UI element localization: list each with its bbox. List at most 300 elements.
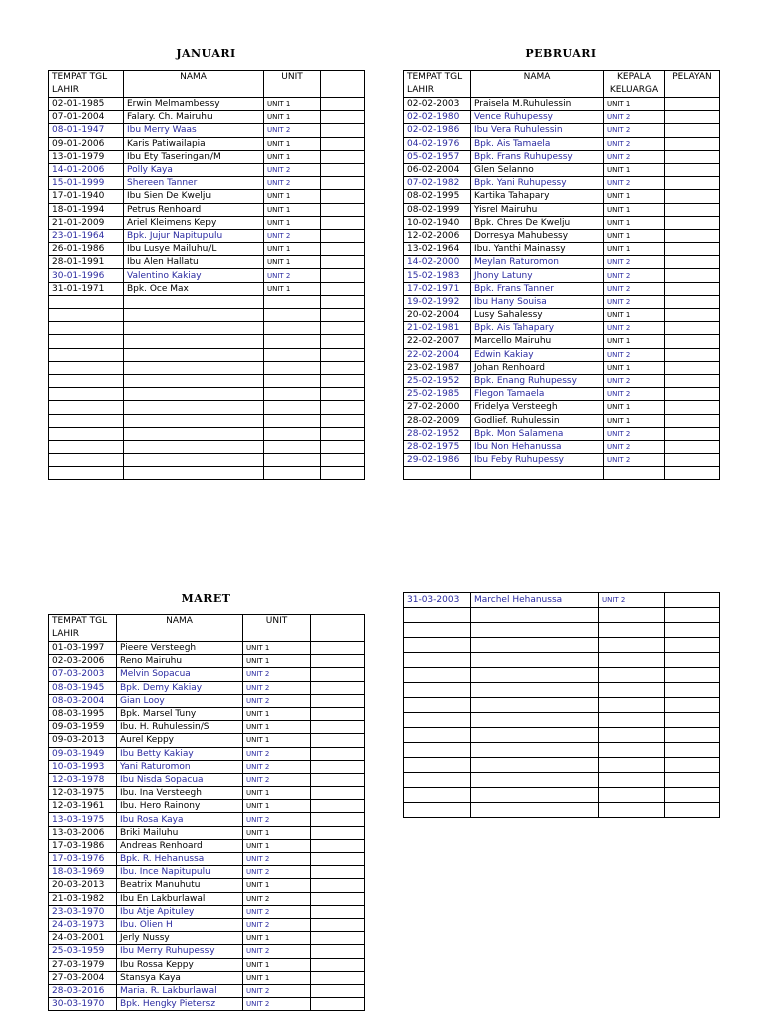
birth-date-cell: 02-01-1985: [49, 98, 124, 111]
name-cell: Shereen Tanner: [124, 177, 264, 190]
empty-cell: [49, 309, 124, 322]
name-cell: Petrus Renhoard: [124, 203, 264, 216]
table-row: [404, 348, 720, 361]
empty-cell: [264, 348, 321, 361]
unit-cell: UNIT 2: [243, 866, 311, 879]
unit-cell: UNIT 1: [264, 98, 321, 111]
table-row: [404, 335, 720, 348]
birth-date-cell: 15-02-1983: [404, 269, 471, 282]
empty-cell: [471, 467, 604, 480]
empty-cell: [321, 98, 365, 111]
empty-cell: [311, 668, 365, 681]
empty-cell: [264, 467, 321, 480]
empty-cell: [124, 414, 264, 427]
name-cell: Dorresya Mahubessy: [471, 229, 604, 242]
table-row: [49, 813, 365, 826]
name-cell: Meylan Raturomon: [471, 256, 604, 269]
empty-row: [404, 683, 720, 698]
name-cell: Marchel Hehanussa: [471, 593, 599, 608]
table-row: [49, 932, 365, 945]
table-row: [404, 282, 720, 295]
empty-cell: [311, 642, 365, 655]
empty-cell: [404, 623, 471, 638]
table-row: [404, 593, 720, 608]
name-cell: Reno Mairuhu: [117, 655, 243, 668]
table-row: [49, 958, 365, 971]
unit-cell: UNIT 1: [604, 163, 665, 176]
unit-cell: UNIT 2: [243, 760, 311, 773]
empty-cell: [599, 728, 665, 743]
empty-row: [49, 467, 365, 480]
empty-cell: [471, 773, 599, 788]
empty-cell: [665, 256, 720, 269]
empty-cell: [49, 361, 124, 374]
name-cell: Gian Looy: [117, 694, 243, 707]
table-row: [49, 98, 365, 111]
birth-date-cell: 26-01-1986: [49, 243, 124, 256]
empty-row: [404, 728, 720, 743]
empty-cell: [49, 335, 124, 348]
empty-cell: [404, 713, 471, 728]
name-cell: Bpk. Mon Salamena: [471, 427, 604, 440]
name-cell: Bpk. Marsel Tuny: [117, 707, 243, 720]
name-cell: Ibu Hany Souisa: [471, 295, 604, 308]
unit-cell: UNIT 1: [243, 932, 311, 945]
empty-cell: [404, 728, 471, 743]
empty-cell: [321, 111, 365, 124]
unit-cell: UNIT 2: [243, 681, 311, 694]
table-row: [49, 839, 365, 852]
empty-cell: [404, 758, 471, 773]
empty-cell: [49, 427, 124, 440]
name-cell: Karis Patiwailapia: [124, 137, 264, 150]
empty-cell: [665, 623, 720, 638]
empty-cell: [599, 758, 665, 773]
empty-cell: [665, 401, 720, 414]
birth-date-cell: 25-02-1952: [404, 374, 471, 387]
empty-cell: [665, 229, 720, 242]
birth-date-cell: 08-02-1999: [404, 203, 471, 216]
unit-cell: UNIT 1: [604, 190, 665, 203]
name-cell: Ibu Nisda Sopacua: [117, 773, 243, 786]
unit-cell: UNIT 1: [243, 958, 311, 971]
table-row: [404, 454, 720, 467]
unit-cell: UNIT 1: [243, 721, 311, 734]
name-cell: Praisela M.Ruhulessin: [471, 98, 604, 111]
table-row: [49, 282, 365, 295]
table-row: [49, 800, 365, 813]
empty-cell: [321, 440, 365, 453]
empty-cell: [124, 401, 264, 414]
empty-cell: [311, 892, 365, 905]
column-header: NAMA: [471, 71, 604, 98]
empty-cell: [665, 698, 720, 713]
name-cell: Yani Raturomon: [117, 760, 243, 773]
unit-cell: UNIT 1: [243, 642, 311, 655]
name-cell: Bpk. Ais Tahapary: [471, 322, 604, 335]
birth-date-cell: 28-02-1975: [404, 440, 471, 453]
unit-cell: UNIT 1: [604, 361, 665, 374]
empty-cell: [665, 683, 720, 698]
unit-cell: UNIT 1: [604, 98, 665, 111]
empty-cell: [404, 773, 471, 788]
unit-cell: UNIT 2: [264, 163, 321, 176]
name-cell: Melvin Sopacua: [117, 668, 243, 681]
empty-row: [404, 668, 720, 683]
empty-cell: [665, 758, 720, 773]
birth-date-cell: 28-02-1952: [404, 427, 471, 440]
empty-cell: [49, 467, 124, 480]
birth-date-cell: 12-02-2006: [404, 229, 471, 242]
birth-date-cell: 08-01-1947: [49, 124, 124, 137]
birth-date-cell: 27-03-1979: [49, 958, 117, 971]
unit-cell: UNIT 2: [264, 229, 321, 242]
empty-cell: [311, 760, 365, 773]
unit-cell: UNIT 2: [604, 427, 665, 440]
empty-cell: [321, 150, 365, 163]
empty-cell: [311, 905, 365, 918]
empty-cell: [311, 721, 365, 734]
birth-date-cell: 25-02-1985: [404, 388, 471, 401]
empty-cell: [665, 803, 720, 818]
empty-cell: [665, 98, 720, 111]
empty-cell: [321, 322, 365, 335]
birth-date-cell: 01-03-1997: [49, 642, 117, 655]
table-row: [49, 655, 365, 668]
birth-date-cell: 14-01-2006: [49, 163, 124, 176]
table-maret-continued-body: [404, 593, 720, 818]
table-row: [49, 243, 365, 256]
empty-cell: [404, 683, 471, 698]
birth-date-cell: 12-03-1978: [49, 773, 117, 786]
birth-date-cell: 12-03-1961: [49, 800, 117, 813]
unit-cell: UNIT 1: [264, 111, 321, 124]
empty-cell: [665, 322, 720, 335]
column-header: TEMPAT TGL LAHIR: [49, 71, 124, 98]
unit-cell: UNIT 2: [264, 124, 321, 137]
unit-cell: UNIT 1: [264, 282, 321, 295]
table-row: [49, 163, 365, 176]
name-cell: Kartika Tahapary: [471, 190, 604, 203]
empty-cell: [311, 918, 365, 931]
name-cell: Lusy Sahalessy: [471, 309, 604, 322]
empty-cell: [124, 348, 264, 361]
unit-cell: UNIT 2: [604, 440, 665, 453]
unit-cell: UNIT 2: [243, 984, 311, 997]
birth-date-cell: 02-02-1986: [404, 124, 471, 137]
empty-cell: [404, 743, 471, 758]
birth-date-cell: 30-01-1996: [49, 269, 124, 282]
table-row: [404, 243, 720, 256]
empty-cell: [311, 971, 365, 984]
name-cell: Ibu Non Hehanussa: [471, 440, 604, 453]
table-row: [404, 256, 720, 269]
birth-date-cell: 12-03-1975: [49, 787, 117, 800]
unit-cell: UNIT 1: [264, 256, 321, 269]
birth-date-cell: 13-03-1975: [49, 813, 117, 826]
name-cell: Ibu Betty Kakiay: [117, 747, 243, 760]
empty-cell: [124, 295, 264, 308]
name-cell: Ibu Ety Taseringan/M: [124, 150, 264, 163]
name-cell: Beatrix Manuhutu: [117, 879, 243, 892]
empty-cell: [321, 388, 365, 401]
empty-cell: [471, 623, 599, 638]
name-cell: Ibu. H. Ruhulessin/S: [117, 721, 243, 734]
name-cell: Yisrel Mairuhu: [471, 203, 604, 216]
unit-cell: UNIT 1: [243, 800, 311, 813]
empty-cell: [404, 803, 471, 818]
table-row: [404, 427, 720, 440]
empty-cell: [264, 454, 321, 467]
table-row: [404, 440, 720, 453]
birth-date-cell: 17-03-1976: [49, 853, 117, 866]
table-row: [49, 984, 365, 997]
empty-cell: [264, 322, 321, 335]
table-row: [49, 892, 365, 905]
table-row: [49, 269, 365, 282]
unit-cell: UNIT 2: [604, 177, 665, 190]
birth-date-cell: 28-03-2016: [49, 984, 117, 997]
name-cell: Ibu Atje Apituley: [117, 905, 243, 918]
empty-cell: [311, 694, 365, 707]
unit-cell: UNIT 2: [604, 137, 665, 150]
table-row: [49, 879, 365, 892]
empty-cell: [599, 683, 665, 698]
birth-date-cell: 02-02-2003: [404, 98, 471, 111]
empty-cell: [49, 374, 124, 387]
empty-cell: [321, 137, 365, 150]
empty-cell: [665, 137, 720, 150]
unit-cell: UNIT 2: [604, 150, 665, 163]
empty-cell: [665, 728, 720, 743]
table-row: [49, 177, 365, 190]
table-row: [404, 190, 720, 203]
birth-date-cell: 18-03-1969: [49, 866, 117, 879]
unit-cell: UNIT 2: [243, 905, 311, 918]
column-header: UNIT: [264, 71, 321, 98]
empty-cell: [321, 243, 365, 256]
table-row: [404, 137, 720, 150]
birth-date-cell: 13-01-1979: [49, 150, 124, 163]
birth-date-cell: 02-02-1980: [404, 111, 471, 124]
empty-cell: [404, 467, 471, 480]
table-row: [404, 177, 720, 190]
empty-cell: [49, 454, 124, 467]
unit-cell: UNIT 2: [604, 322, 665, 335]
table-row: [49, 203, 365, 216]
empty-cell: [311, 879, 365, 892]
empty-cell: [321, 269, 365, 282]
unit-cell: UNIT 1: [604, 243, 665, 256]
empty-cell: [404, 608, 471, 623]
empty-cell: [665, 203, 720, 216]
empty-row: [49, 361, 365, 374]
name-cell: Bpk. Jujur Napitupulu: [124, 229, 264, 242]
table-row: [404, 388, 720, 401]
name-cell: Ibu Merry Waas: [124, 124, 264, 137]
unit-cell: UNIT 1: [264, 203, 321, 216]
empty-cell: [665, 427, 720, 440]
empty-row: [404, 698, 720, 713]
name-cell: Ibu Rossa Keppy: [117, 958, 243, 971]
table-row: [49, 918, 365, 931]
table-row: [49, 707, 365, 720]
name-cell: Bpk. Yani Ruhupessy: [471, 177, 604, 190]
unit-cell: UNIT 1: [604, 414, 665, 427]
empty-cell: [471, 713, 599, 728]
birth-date-cell: 23-02-1987: [404, 361, 471, 374]
birth-date-cell: 23-03-1970: [49, 905, 117, 918]
empty-row: [49, 348, 365, 361]
empty-cell: [471, 668, 599, 683]
empty-row: [404, 788, 720, 803]
table-januari: [48, 70, 365, 480]
empty-cell: [264, 401, 321, 414]
unit-cell: UNIT 2: [604, 256, 665, 269]
empty-cell: [665, 653, 720, 668]
birth-date-cell: 30-03-1970: [49, 998, 117, 1011]
empty-cell: [599, 608, 665, 623]
empty-cell: [311, 787, 365, 800]
unit-cell: UNIT 2: [243, 813, 311, 826]
unit-cell: UNIT 2: [604, 374, 665, 387]
empty-cell: [665, 216, 720, 229]
birth-date-cell: 07-01-2004: [49, 111, 124, 124]
unit-cell: UNIT 2: [243, 668, 311, 681]
empty-row: [404, 773, 720, 788]
unit-cell: UNIT 2: [604, 295, 665, 308]
table-row: [49, 721, 365, 734]
empty-cell: [49, 401, 124, 414]
name-cell: Ibu Vera Ruhulessin: [471, 124, 604, 137]
column-header: PELAYAN: [665, 71, 720, 98]
unit-cell: UNIT 1: [604, 309, 665, 322]
birth-date-cell: 18-01-1994: [49, 203, 124, 216]
name-cell: Jerly Nussy: [117, 932, 243, 945]
birth-date-cell: 21-02-1981: [404, 322, 471, 335]
birth-date-cell: 09-01-2006: [49, 137, 124, 150]
empty-cell: [665, 150, 720, 163]
column-header: UNIT: [243, 615, 311, 642]
title-maret: MARET: [181, 592, 231, 605]
table-header-row: [49, 615, 365, 642]
column-header: NAMA: [117, 615, 243, 642]
table-maret-body: [49, 615, 365, 1011]
birth-date-cell: 25-03-1959: [49, 945, 117, 958]
birth-date-cell: 17-02-1971: [404, 282, 471, 295]
empty-row: [404, 608, 720, 623]
table-row: [49, 998, 365, 1011]
birth-date-cell: 10-03-1993: [49, 760, 117, 773]
table-header-row: [404, 71, 720, 98]
name-cell: Stansya Kaya: [117, 971, 243, 984]
empty-cell: [665, 593, 720, 608]
birth-date-cell: 08-03-2004: [49, 694, 117, 707]
empty-cell: [665, 269, 720, 282]
empty-cell: [665, 282, 720, 295]
birth-date-cell: 31-03-2003: [404, 593, 471, 608]
empty-row: [404, 653, 720, 668]
empty-cell: [311, 932, 365, 945]
table-row: [49, 190, 365, 203]
name-cell: Bpk. R. Hehanussa: [117, 853, 243, 866]
empty-cell: [124, 335, 264, 348]
empty-row: [404, 713, 720, 728]
name-cell: Bpk. Ais Tamaela: [471, 137, 604, 150]
unit-cell: UNIT 2: [604, 388, 665, 401]
name-cell: Jhony Latuny: [471, 269, 604, 282]
birth-date-cell: 07-03-2003: [49, 668, 117, 681]
table-row: [404, 216, 720, 229]
name-cell: Ibu. Ince Napitupulu: [117, 866, 243, 879]
birth-date-cell: 22-02-2007: [404, 335, 471, 348]
empty-row: [49, 388, 365, 401]
empty-cell: [665, 243, 720, 256]
empty-cell: [599, 638, 665, 653]
empty-cell: [264, 388, 321, 401]
birth-date-cell: 04-02-1976: [404, 137, 471, 150]
name-cell: Bpk. Oce Max: [124, 282, 264, 295]
empty-cell: [311, 773, 365, 786]
birth-date-cell: 24-03-2001: [49, 932, 117, 945]
table-maret: [48, 614, 365, 1011]
unit-cell: UNIT 2: [604, 454, 665, 467]
name-cell: Bpk. Demy Kakiay: [117, 681, 243, 694]
empty-cell: [321, 216, 365, 229]
column-header: TEMPAT TGL LAHIR: [49, 615, 117, 642]
empty-cell: [321, 467, 365, 480]
birth-date-cell: 13-02-1964: [404, 243, 471, 256]
empty-cell: [599, 668, 665, 683]
empty-cell: [665, 124, 720, 137]
unit-cell: UNIT 2: [243, 945, 311, 958]
name-cell: Andreas Renhoard: [117, 839, 243, 852]
table-row: [49, 853, 365, 866]
name-cell: Erwin Melmambessy: [124, 98, 264, 111]
table-januari-body: [49, 71, 365, 480]
empty-cell: [321, 401, 365, 414]
name-cell: Edwin Kakiay: [471, 348, 604, 361]
name-cell: Bpk. Frans Tanner: [471, 282, 604, 295]
name-cell: Ibu. Olien H: [117, 918, 243, 931]
unit-cell: UNIT 1: [604, 335, 665, 348]
unit-cell: UNIT 2: [599, 593, 665, 608]
name-cell: Glen Selanno: [471, 163, 604, 176]
empty-cell: [665, 177, 720, 190]
table-row: [49, 694, 365, 707]
birth-date-cell: 21-03-1982: [49, 892, 117, 905]
empty-row: [49, 454, 365, 467]
empty-cell: [599, 803, 665, 818]
empty-cell: [471, 728, 599, 743]
empty-cell: [321, 256, 365, 269]
title-januari: JANUARI: [176, 47, 236, 60]
name-cell: Johan Renhoard: [471, 361, 604, 374]
empty-cell: [665, 454, 720, 467]
empty-row: [404, 743, 720, 758]
unit-cell: UNIT 1: [604, 401, 665, 414]
empty-cell: [599, 773, 665, 788]
unit-cell: UNIT 1: [243, 787, 311, 800]
birth-date-cell: 27-02-2000: [404, 401, 471, 414]
table-pebruari: [403, 70, 720, 480]
empty-cell: [471, 683, 599, 698]
empty-cell: [665, 374, 720, 387]
table-row: [404, 229, 720, 242]
unit-cell: UNIT 2: [243, 773, 311, 786]
empty-cell: [49, 322, 124, 335]
name-cell: Bpk. Hengky Pietersz: [117, 998, 243, 1011]
